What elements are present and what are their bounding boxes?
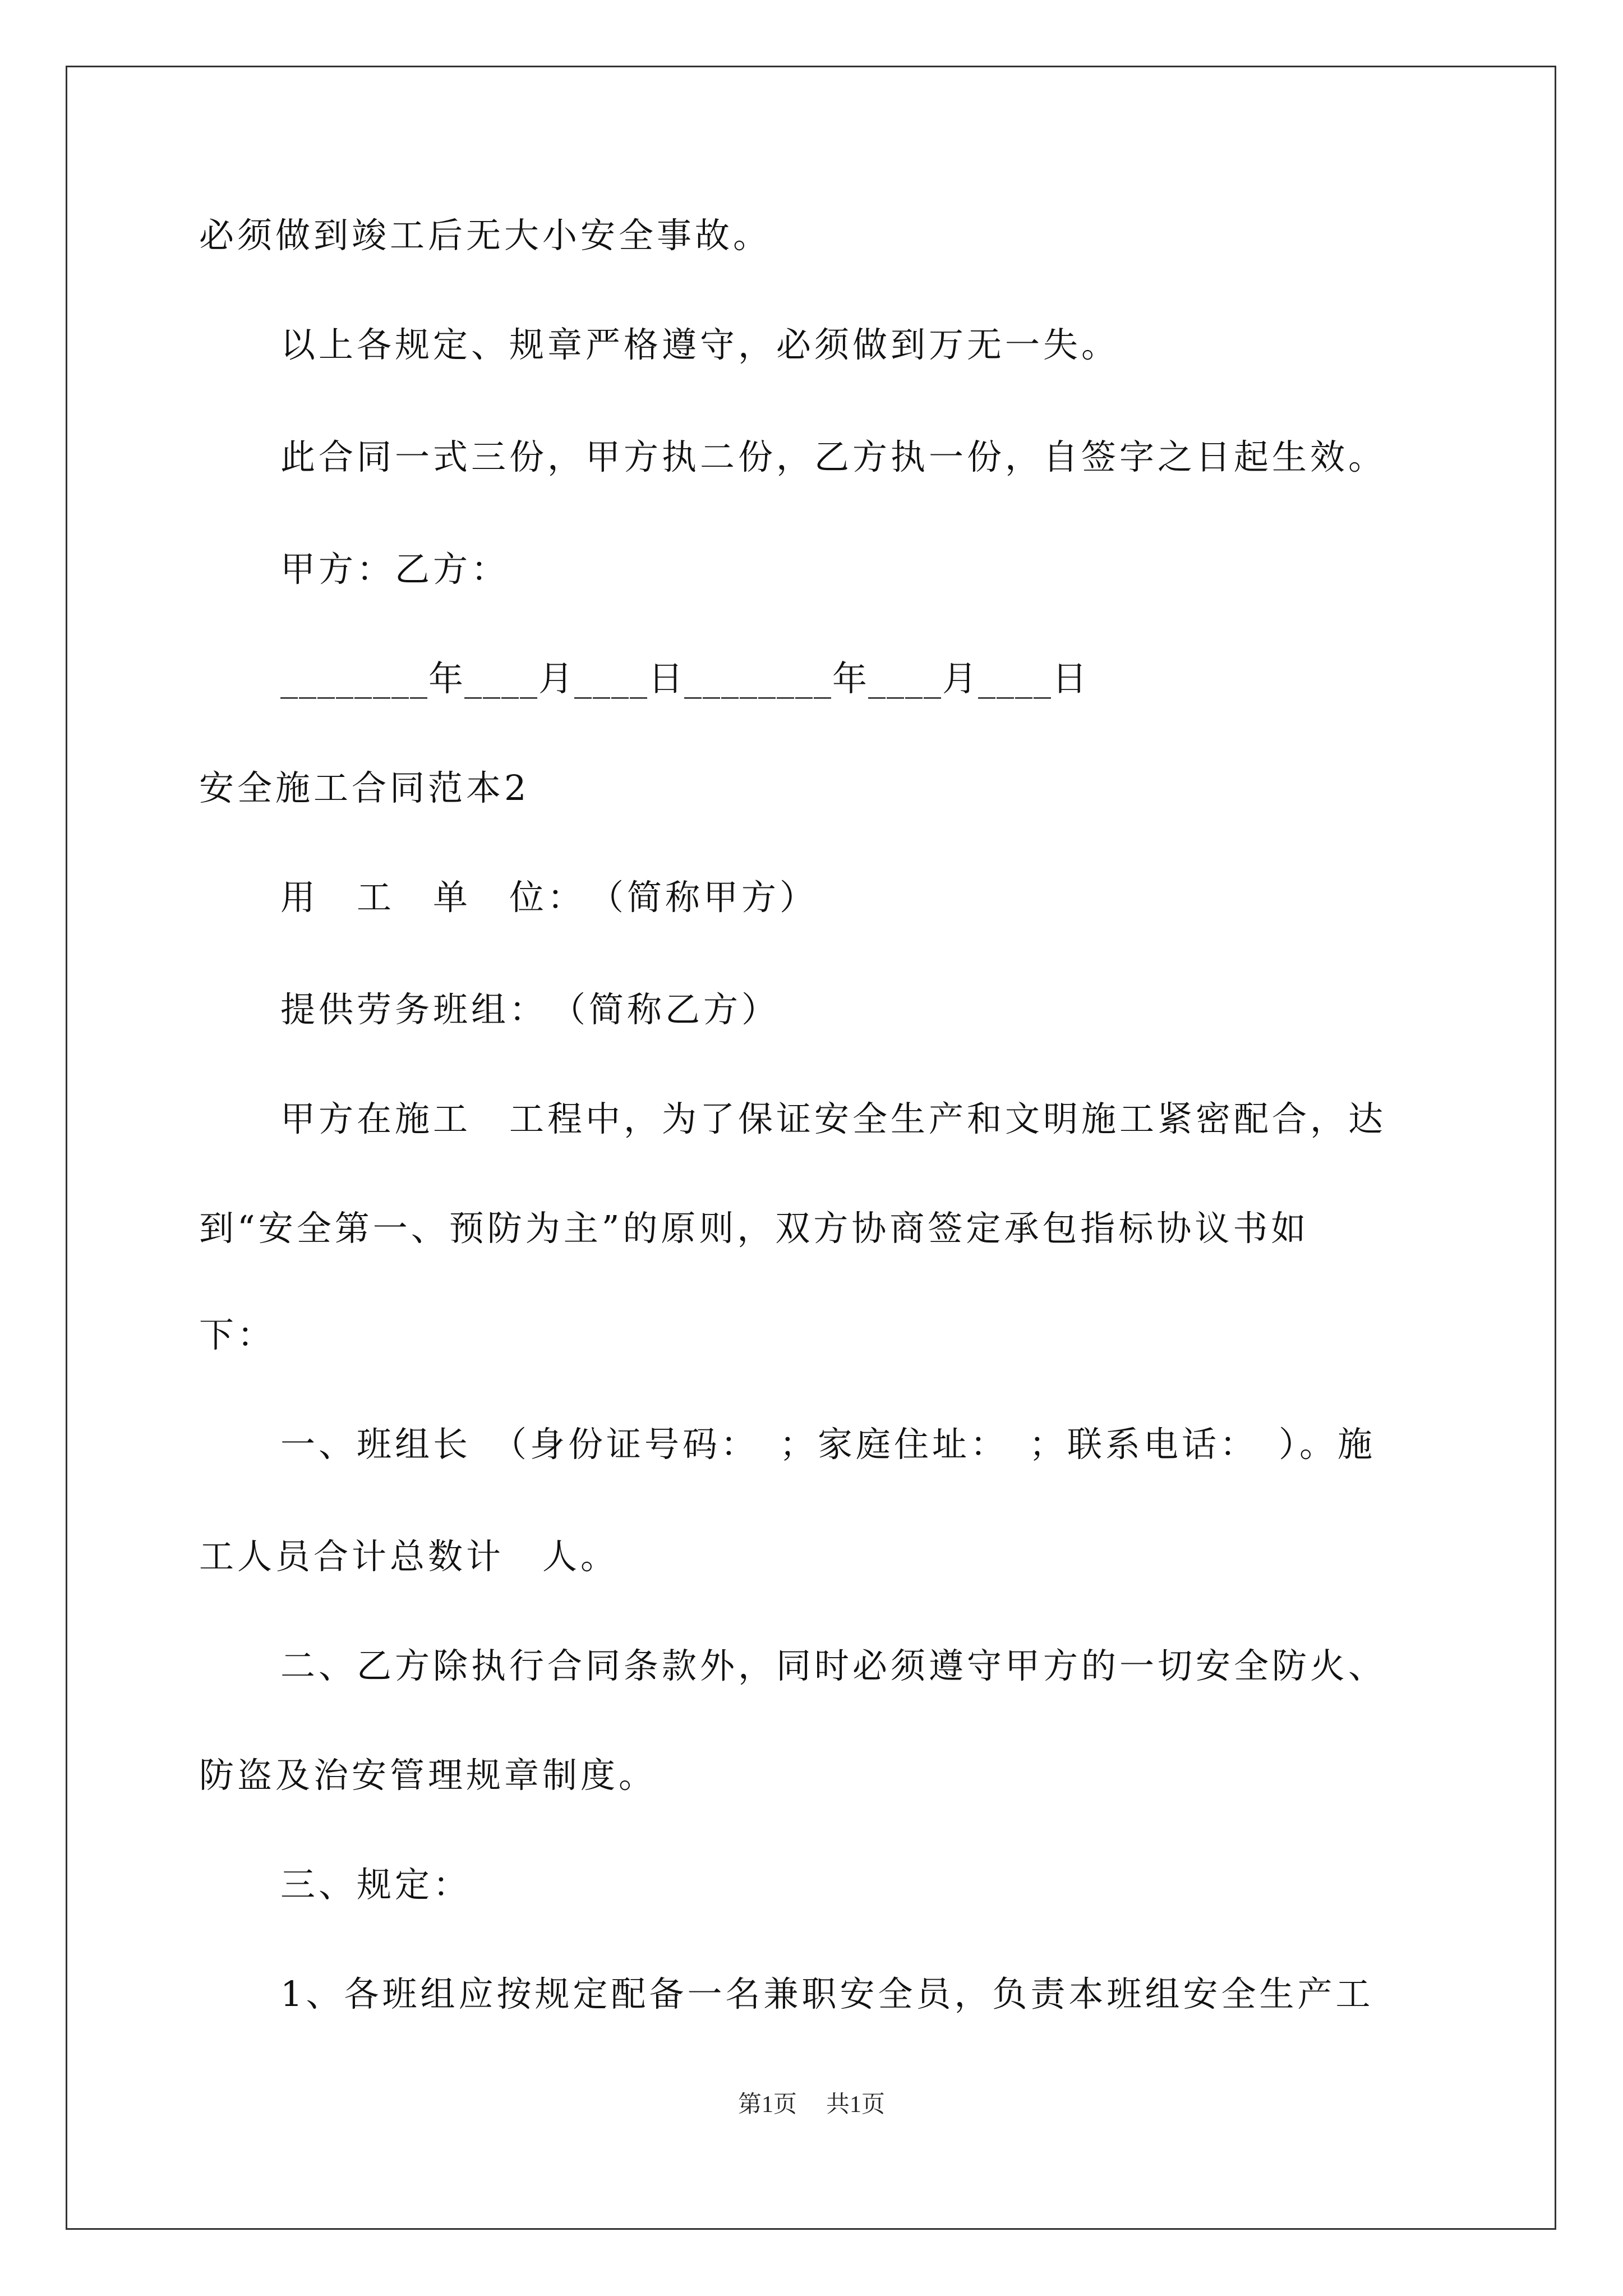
page-number: 第1页	[737, 2092, 797, 2118]
text-line: 下：	[199, 1314, 276, 1355]
date-line: ________年____月____日________年____月____日	[280, 658, 1089, 699]
text-line: 工人员合计总数计 人。	[199, 1536, 619, 1577]
text-line: 防盗及治安管理规章制度。	[199, 1755, 657, 1796]
text-line: 必须做到竣工后无大小安全事故。	[199, 215, 772, 256]
text-line: 甲方：乙方：	[280, 549, 510, 590]
text-line: 以上各规定、规章严格遵守，必须做到万无一失。	[280, 324, 1120, 365]
text-line: 提供劳务班组： （简称乙方）	[280, 989, 780, 1030]
text-line: 二、乙方除执行合同条款外，同时必须遵守甲方的一切安全防火、	[280, 1645, 1387, 1686]
text-line: 一、班组长 （身份证号码： ；家庭住址： ；联系电话： ）。施	[280, 1424, 1376, 1465]
text-line: 用 工 单 位： （简称甲方）	[280, 877, 818, 918]
text-line: 此合同一式三份，甲方执二份，乙方执一份，自签字之日起生效。	[280, 436, 1387, 477]
text-line: 1、各班组应按规定配备一名兼职安全员，负责本班组安全生产工	[280, 1973, 1374, 2014]
text-line: 到“安全第一、预防为主”的原则，双方协商签定承包指标协议书如	[199, 1208, 1310, 1249]
text-line: 三、规定：	[280, 1864, 472, 1905]
page-footer	[0, 2088, 1623, 2122]
section-title: 安全施工合同范本2	[199, 767, 530, 808]
text-line: 甲方在施工 工程中，为了保证安全生产和文明施工紧密配合，达	[280, 1098, 1387, 1139]
page-total: 共1页	[826, 2092, 886, 2118]
